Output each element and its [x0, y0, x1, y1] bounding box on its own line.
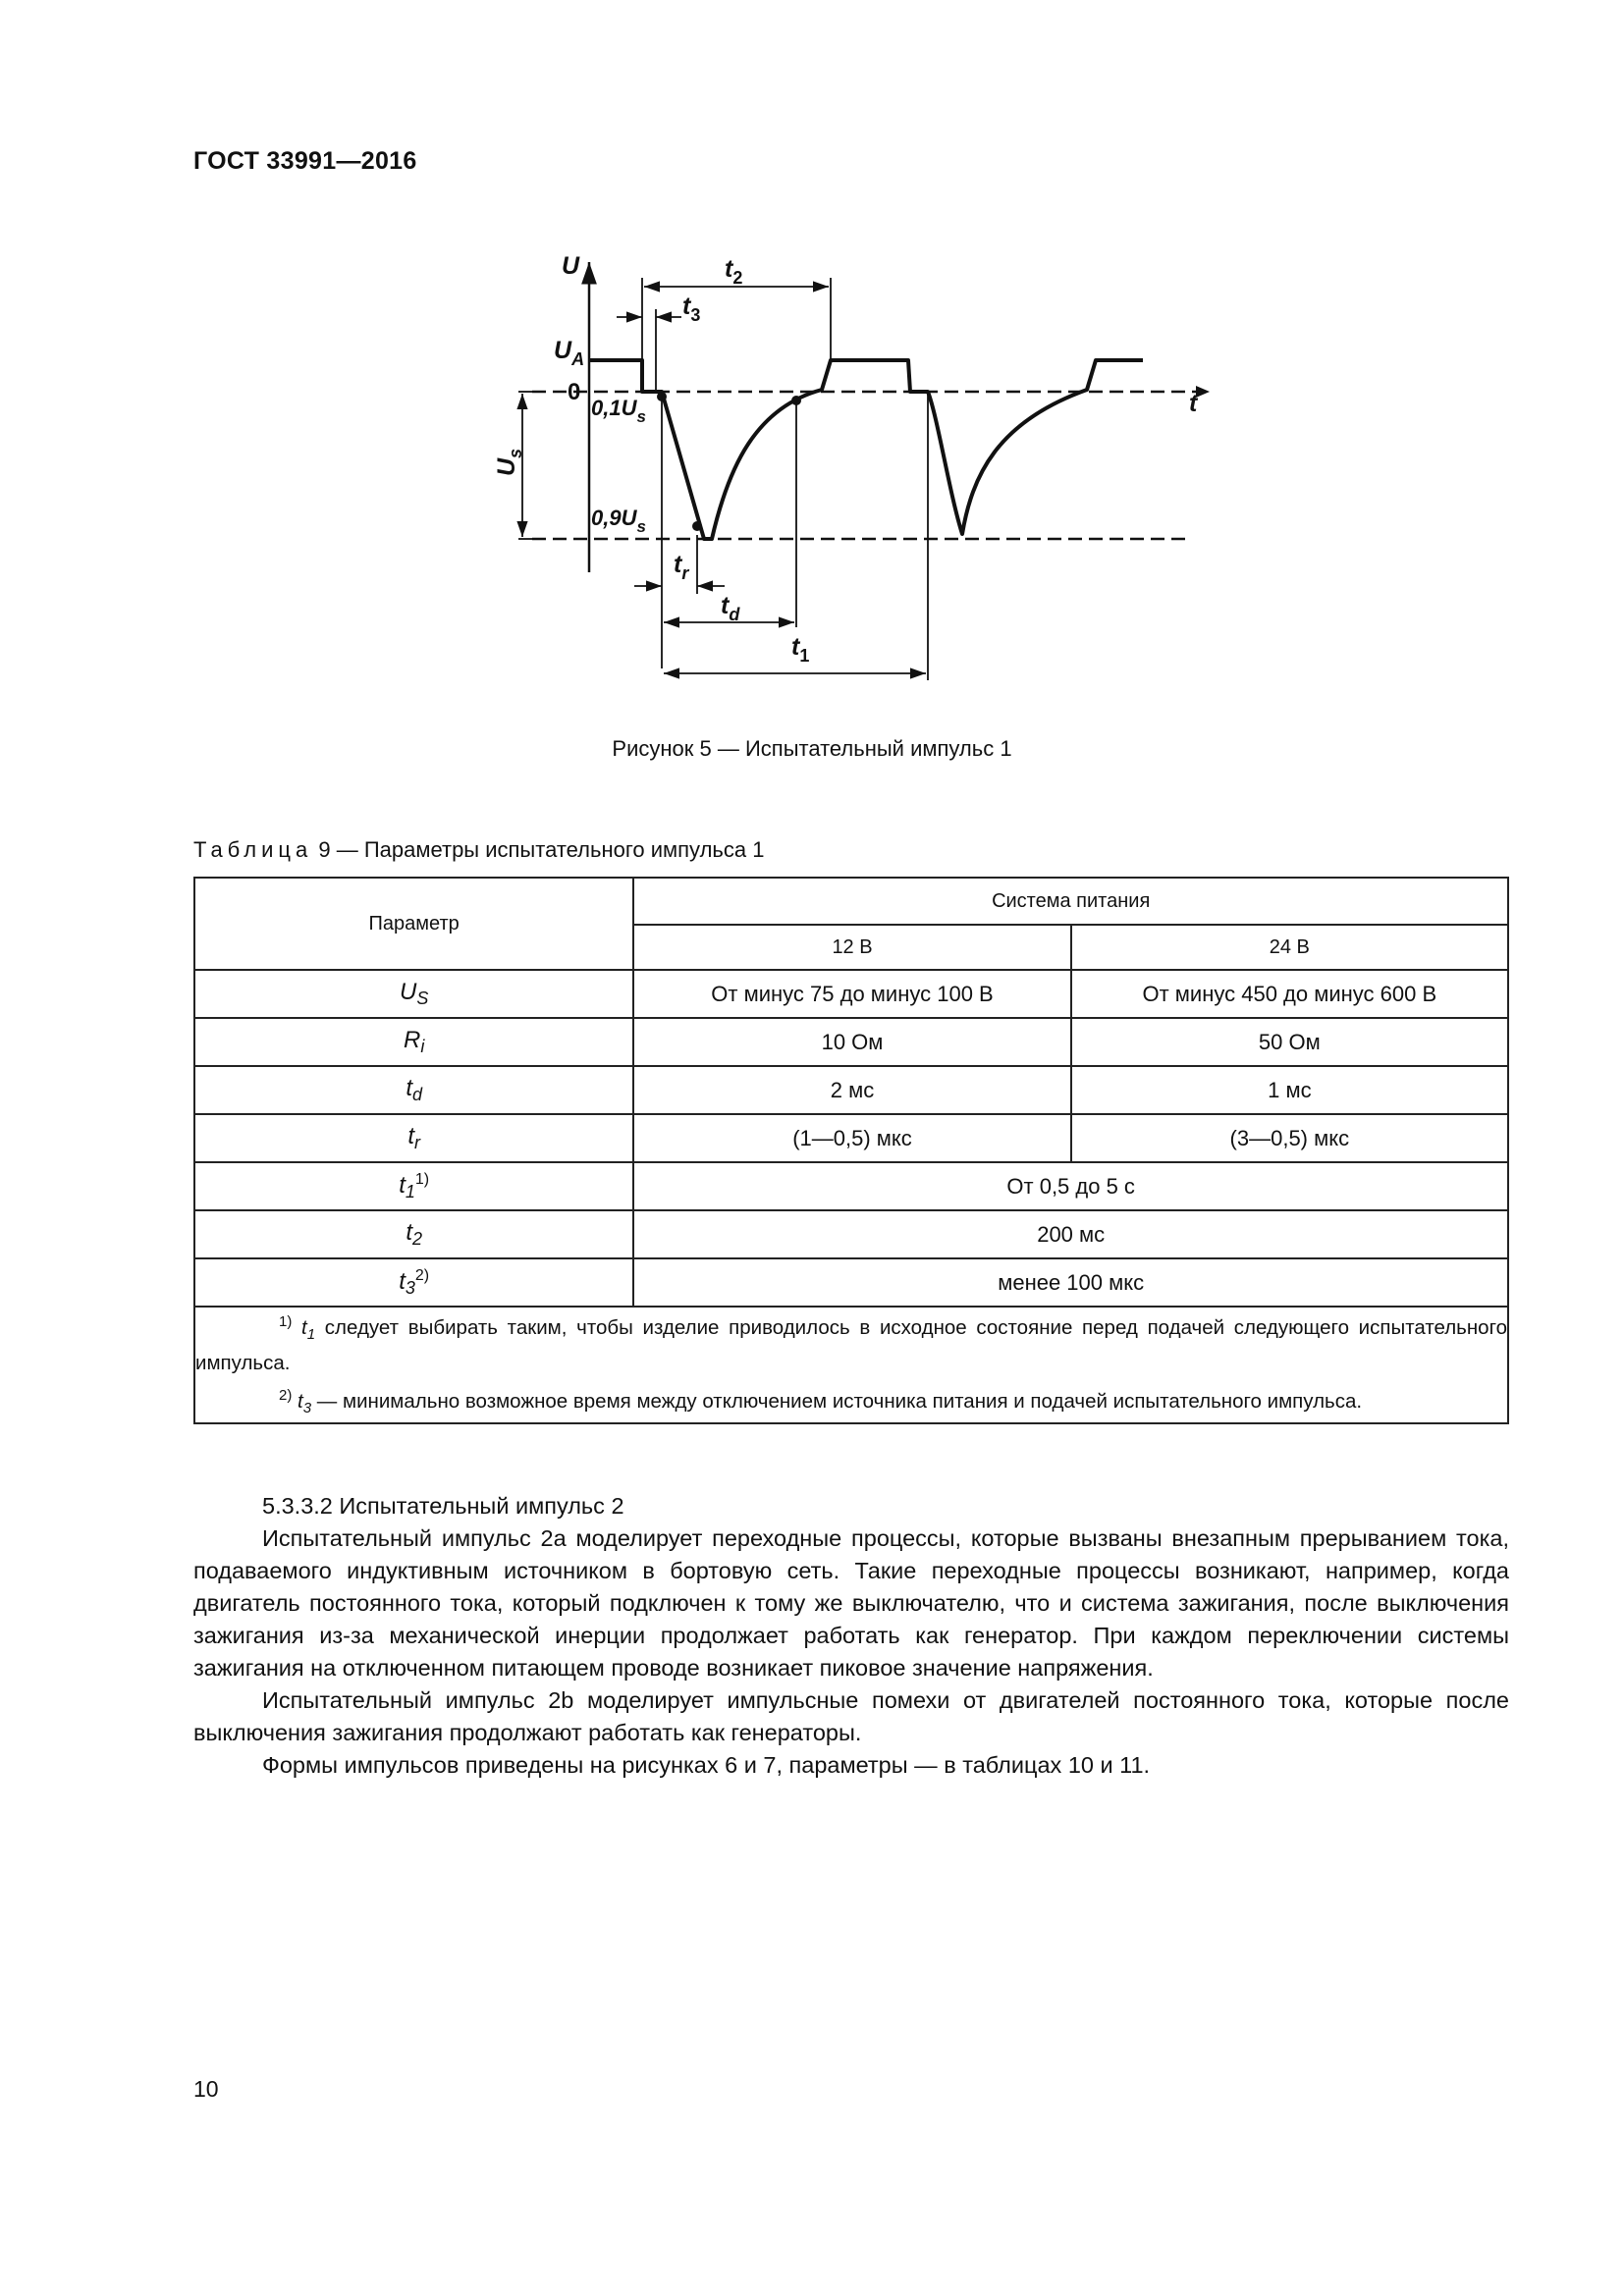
value-24v: 50 Ом	[1071, 1018, 1508, 1066]
pulse-waveform-figure	[471, 231, 1218, 692]
param-symbol: $t_3^{2)}$	[194, 1258, 633, 1307]
paragraph: Формы импульсов приведены на рисунках 6 и 7, параметры — в таблицах 10 и 11.	[262, 1752, 1151, 1778]
table-row	[194, 1258, 1508, 1307]
param-symbol: $t_2$	[194, 1210, 633, 1258]
ua-label: $U_A$	[554, 337, 585, 369]
param-symbol: $t_r$	[194, 1114, 633, 1162]
header-param: Параметр	[194, 878, 633, 970]
value-12v: 2 мс	[633, 1066, 1070, 1114]
table-row	[194, 1066, 1508, 1114]
us-label: $U_s$	[493, 448, 525, 476]
table-caption: Таблица 9 — Параметры испытательного импульса 1	[193, 837, 765, 862]
paragraph: Испытательный импульс 2а моделирует переходные процессы, которые вызваны внезапным прерыванием тока, подаваемого индуктивным источником в бортовую сеть. Такие переходные процессы возникают, например, когда двигатель постоянного тока, который подключен к тому же выключателю, что и система зажигания, после выключения зажигания из-за механической инерции продолжает работать как генератор. При каждом переключении системы зажигания на отключенном питающем проводе возникает пиковое значение напряжения.	[193, 1525, 1509, 1681]
table-row	[194, 1114, 1508, 1162]
header-12v: 12 В	[633, 925, 1070, 970]
t-axis-label: t	[1189, 390, 1198, 417]
table-row	[194, 1162, 1508, 1210]
u-axis-label: U	[562, 252, 580, 280]
table-row	[194, 1210, 1508, 1258]
value-12v: От минус 75 до минус 100 В	[633, 970, 1070, 1018]
ten-pct-label: $0,1U_s$	[591, 396, 646, 426]
param-symbol: $t_1^{1)}$	[194, 1162, 633, 1210]
value-merged: 200 мс	[633, 1210, 1508, 1258]
header-supply: Система питания	[633, 878, 1508, 925]
table-row	[194, 1018, 1508, 1066]
page-number: 10	[193, 2076, 219, 2102]
waveform-diagram	[471, 231, 1218, 692]
parameters-table	[193, 877, 1509, 1424]
tr-label: $t_r$	[674, 551, 689, 583]
document-header: ГОСТ 33991—2016	[193, 147, 417, 175]
figure-caption: Рисунок 5 — Испытательный импульс 1	[612, 736, 1012, 761]
ninety-pct-label: $0,9U_s$	[591, 506, 646, 536]
paragraph: Испытательный импульс 2b моделирует импульсные помехи от двигателей постоянного тока, которые после выключения зажигания продолжают работать как генераторы.	[193, 1687, 1509, 1745]
td-label: $t_d$	[721, 592, 740, 624]
value-merged: менее 100 мкс	[633, 1258, 1508, 1307]
header-24v: 24 В	[1071, 925, 1508, 970]
pulse-waveform	[589, 360, 1143, 539]
value-24v: 1 мс	[1071, 1066, 1508, 1114]
t1-label: $t_1$	[791, 633, 810, 666]
value-24v: (3—0,5) мкс	[1071, 1114, 1508, 1162]
param-symbol: $R_i$	[194, 1018, 633, 1066]
value-merged: От 0,5 до 5 с	[633, 1162, 1508, 1210]
footnote-1: $^{1)}$ $t_1$ следует выбирать таким, чтобы изделие приводилось в исходное состояние перед подачей следующего испытательного импульса.	[195, 1313, 1507, 1375]
param-symbol: $U_S$	[194, 970, 633, 1018]
t3-label: $t_3$	[682, 293, 701, 325]
footnote-2: $^{2)}$ $t_3$ — минимально возможное время между отключением источника питания и подачей испытательного импульса.	[279, 1387, 1363, 1417]
table-row	[194, 970, 1508, 1018]
body-text	[193, 1490, 1509, 1782]
t2-label: $t_2$	[725, 255, 743, 288]
value-12v: (1—0,5) мкс	[633, 1114, 1070, 1162]
value-12v: 10 Ом	[633, 1018, 1070, 1066]
zero-label: 0	[568, 379, 581, 405]
value-24v: От минус 450 до минус 600 В	[1071, 970, 1508, 1018]
param-symbol: $t_d$	[194, 1066, 633, 1114]
section-heading: 5.3.3.2 Испытательный импульс 2	[262, 1493, 624, 1519]
table-footnotes	[194, 1307, 1508, 1423]
